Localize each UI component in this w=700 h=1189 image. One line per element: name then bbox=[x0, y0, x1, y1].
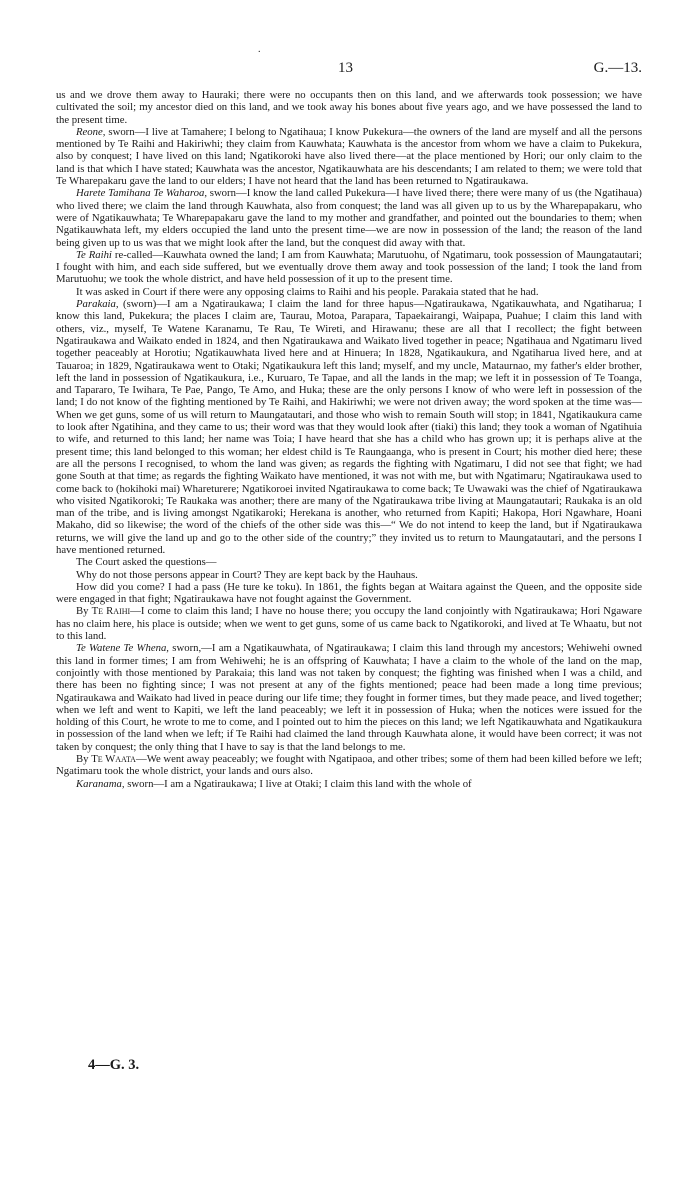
paragraph-text: sworn—I live at Tamahere; I belong to Ngatihaua; I know Pukekura—the owners of the land are myself and all the persons mentioned by Te Raihi and Hakiriwhi; they claim from Kauwhata; Kauwhata is the ancestor from whom we have a claim to Pukekura, also by conquest; I have lived on this land; Ngatikoroki have also lived there—at the place mentioned by Hori; our only claim to the land is that which I have stated; Kauwhata was the ancestor, Ngatikauwhata are his descendants; I am related to them; we were told that Te Wharepakaru gave the land to our elders; I have not heard that the land has been returned to Ngatiraukawa. bbox=[56, 125, 642, 188]
page-mark: . bbox=[258, 44, 261, 55]
paragraph bbox=[56, 605, 642, 642]
signature-mark: 4—G. 3. bbox=[88, 1057, 140, 1073]
examiner-name: Te Waata bbox=[91, 753, 136, 766]
speaker-name: By Te Waata bbox=[76, 753, 136, 766]
paragraph bbox=[56, 187, 642, 248]
speaker-name: Reone, bbox=[76, 125, 106, 138]
paragraph-text: sworn—I know the land called Pukekura—I have lived there; there were many of us (the Ngatihaua) who lived there; we claim the land through Kauwhata, also from conquest; the land was all given up to us by the Wharepapakaru, who were of Ngatikauwhata; Te Wharepapakaru gave the land to my mother and grandfather, and pointed out the boundaries to them; when Ngatikauwhata left, my elders occupied the land unto the present time—we are now in possession of the land; the reason of the land being given up to us was that we might look after the land, but the conquest did away with that. bbox=[56, 187, 643, 249]
speaker-name: Karanama, bbox=[76, 777, 125, 790]
paragraph-text: The Court asked the questions— bbox=[76, 556, 217, 569]
paragraph bbox=[56, 753, 642, 778]
paragraph bbox=[56, 298, 642, 556]
paragraph bbox=[56, 778, 642, 790]
speaker-name: Harete Tamihana Te Waharoa, bbox=[76, 187, 208, 200]
paragraph bbox=[56, 89, 642, 126]
paragraph bbox=[56, 581, 642, 606]
document-reference: G.—13. bbox=[593, 60, 642, 76]
page-header bbox=[56, 60, 642, 82]
examiner-name: Te Raihi bbox=[91, 605, 131, 618]
speaker-name: Parakaia, bbox=[76, 298, 119, 311]
paragraph-text: —We went away peaceably; we fought with Ngatipaoa, and other tribes; some of them had been killed before we left; Ngatimaru took the whole district, your lands and ours also. bbox=[56, 753, 642, 778]
paragraph-text: Why do not those persons appear in Court? They are kept back by the Hauhaus. bbox=[76, 568, 418, 581]
paragraph-text: us and we drove them away to Hauraki; there were no occupants then on this land, and we afterwards took possession; we have cultivated the soil; my ancestor died on this land, and we took away his bones about five years ago, and we have possessed the land to the present time. bbox=[56, 89, 642, 126]
paragraph-text: (sworn)—I am a Ngatiraukawa; I claim the land for three hapus—Ngatiraukawa, Ngatikauwhata, and Ngatiharua; I know this land, Pukekura; the places I claim are, Taurau, Motoa, Parapara, Tapaekairangi, Waipapa, Puahue; I claim this land with others, viz., myself, Te Watene Karanamu, Te Rau, Te Wireti, and Hirawanu; these are all that I recollect; the fight between Ngatiraukawa and Waikato ended in 1824, and then Ngatiraukawa and Waikato lived together in peace; Ngatihaua and Ngatimaru lived together peaceably at Horotiu; Ngatikauwhata lived here and at Hinuera; In 1828, Ngatikaukura, and Ngatiharua lived here, and at Tauaroa; in 1829, Ngatiraukawa went to Otaki; Ngatikaukura left this land; myself, and my uncle, Mataurnao, my father's elder brother, left the land in possession of Ngatikaukura, i.e., Kuruaro, Te Tapae, and all the lands in the map; we left it in possession of Te Toanga, and Tapararo, Te Iwihara, Te Pae, Pango, Te Amo, and Huka; these are the only persons I know of who were left in possession of the land; I do not know of the fighting mentioned by Te Raihi, and Hakiriwhi; we were not driven away; the word spoken at the time was—When we get guns, some of us will return to Maungatautari, and those who wish to remain South will stop; in 1841, Ngatikaukura came to look after Ngatihina, and they came to us; their word was that they would look after (tiaki) this land; they took a woman of Ngatihuia to wife, and returned to this land; her name was Toia; I have heard that she has a child who has grown up; it is perhaps alive at the present time; this land belonged to this woman; her eldest child is Te Raungaanga, who is present in Court; his mother died here; these are all the persons I recognised, to whom the land was given; as regards the fighting with Ngatimaru, I did not see that fight; we had gone South at that time; as regards the fighting Waikato have mentioned, it was not with me, but with Ngatimaru; Ngatiraukawa used to come back to (hokihoki mai) Whareturere; Ngatikoroei invited Ngatiraukawa to come back; Te Uwawaki was the chief of Ngatiraukawa who visited Ngatikoroki; Te Raukaka was another; there are many of the Ngatiraukawa tribe living at Maungatautari; Raukaka is an old man of the tribe, and is living amongst Ngatikaroki; Herekana is another, who returned from Kapiti; Hakopa, Hori Ngawhare, Hoani Makaho, did so likewise; the word of the chiefs of the other side was this—“ We do not intend to keep the land, but if Ngatiraukawa returns, we will give the land up and go to the other side of the country;” they invited us to return to Maungatautari, and the persons I have mentioned returned. bbox=[56, 298, 642, 556]
paragraph bbox=[56, 569, 642, 581]
paragraph bbox=[56, 642, 642, 753]
speaker-name: Te Raihi bbox=[76, 248, 112, 261]
paragraph bbox=[56, 126, 642, 187]
paragraph-text: sworn,—I am a Ngatikauwhata, of Ngatiraukawa; I claim this land through my ancestors; Wehiwehi owned this land in former times; I am from Wehiwehi; he is an offspring of Kauwhata; I have a claim to the whole of the land on the map, conjointly with those mentioned by Parakaia; this land was not taken by conquest; the fighting was finished when I was a child, and there has been no fighting since; I was not present at any of the fights mentioned; peace had been made a long time previous; Ngatiraukawa and Waikato had lived in peace during our life time; they fought in former times, but they made peace, and lived together; when we left and went to Kapiti, we left the land peaceably; we left it in possession of Huka; when the notices were issued for the holding of this Court, he wrote to me to come, and I pointed out to him the pieces on this land; we left Ngatikauwhata and Ngatikaukura in possession of the land when we left; if Te Raihi had claimed the land through Kauwhata alone, it would have been correct; it was not taken by conquest; the only thing that I have to say is that the land belongs to me. bbox=[56, 642, 643, 753]
paragraph bbox=[56, 249, 642, 286]
paragraph-text: —I come to claim this land; I have no house there; you occupy the land conjointly with Ngatiraukawa; Hori Ngaware has no claim here, his place is outside; when we went to get guns, some of us came back to Ngatikoroki, and lived at Te Whaatu, but not to this land. bbox=[56, 605, 642, 643]
document-body bbox=[56, 89, 642, 790]
paragraph bbox=[56, 286, 642, 298]
paragraph-text: sworn—I am a Ngatiraukawa; I live at Otaki; I claim this land with the whole of bbox=[124, 777, 472, 790]
speaker-name: By Te Raihi bbox=[76, 605, 131, 618]
paragraph-text: re-called—Kauwhata owned the land; I am from Kauwhata; Marutuohu, of Ngatimaru, took possession of Maungatautari; I fought with him, and each side suffered, but we eventually drove them away and took possession of the land; I took the land from Marutuohu; we took the whole district, and have held possession of it up to the present time. bbox=[56, 248, 642, 286]
speaker-name: Te Watene Te Whena, bbox=[76, 642, 169, 655]
paragraph-text: It was asked in Court if there were any opposing claims to Raihi and his people. Parakaia stated that he had. bbox=[76, 285, 539, 298]
page-number: 13 bbox=[338, 60, 353, 76]
paragraph bbox=[56, 556, 642, 568]
paragraph-text: How did you come? I had a pass (He ture ke toku). In 1861, the fights began at Waitara against the Queen, and the opposite side were engaged in that fight; Ngatiraukawa have not fought against the Government. bbox=[56, 580, 642, 606]
